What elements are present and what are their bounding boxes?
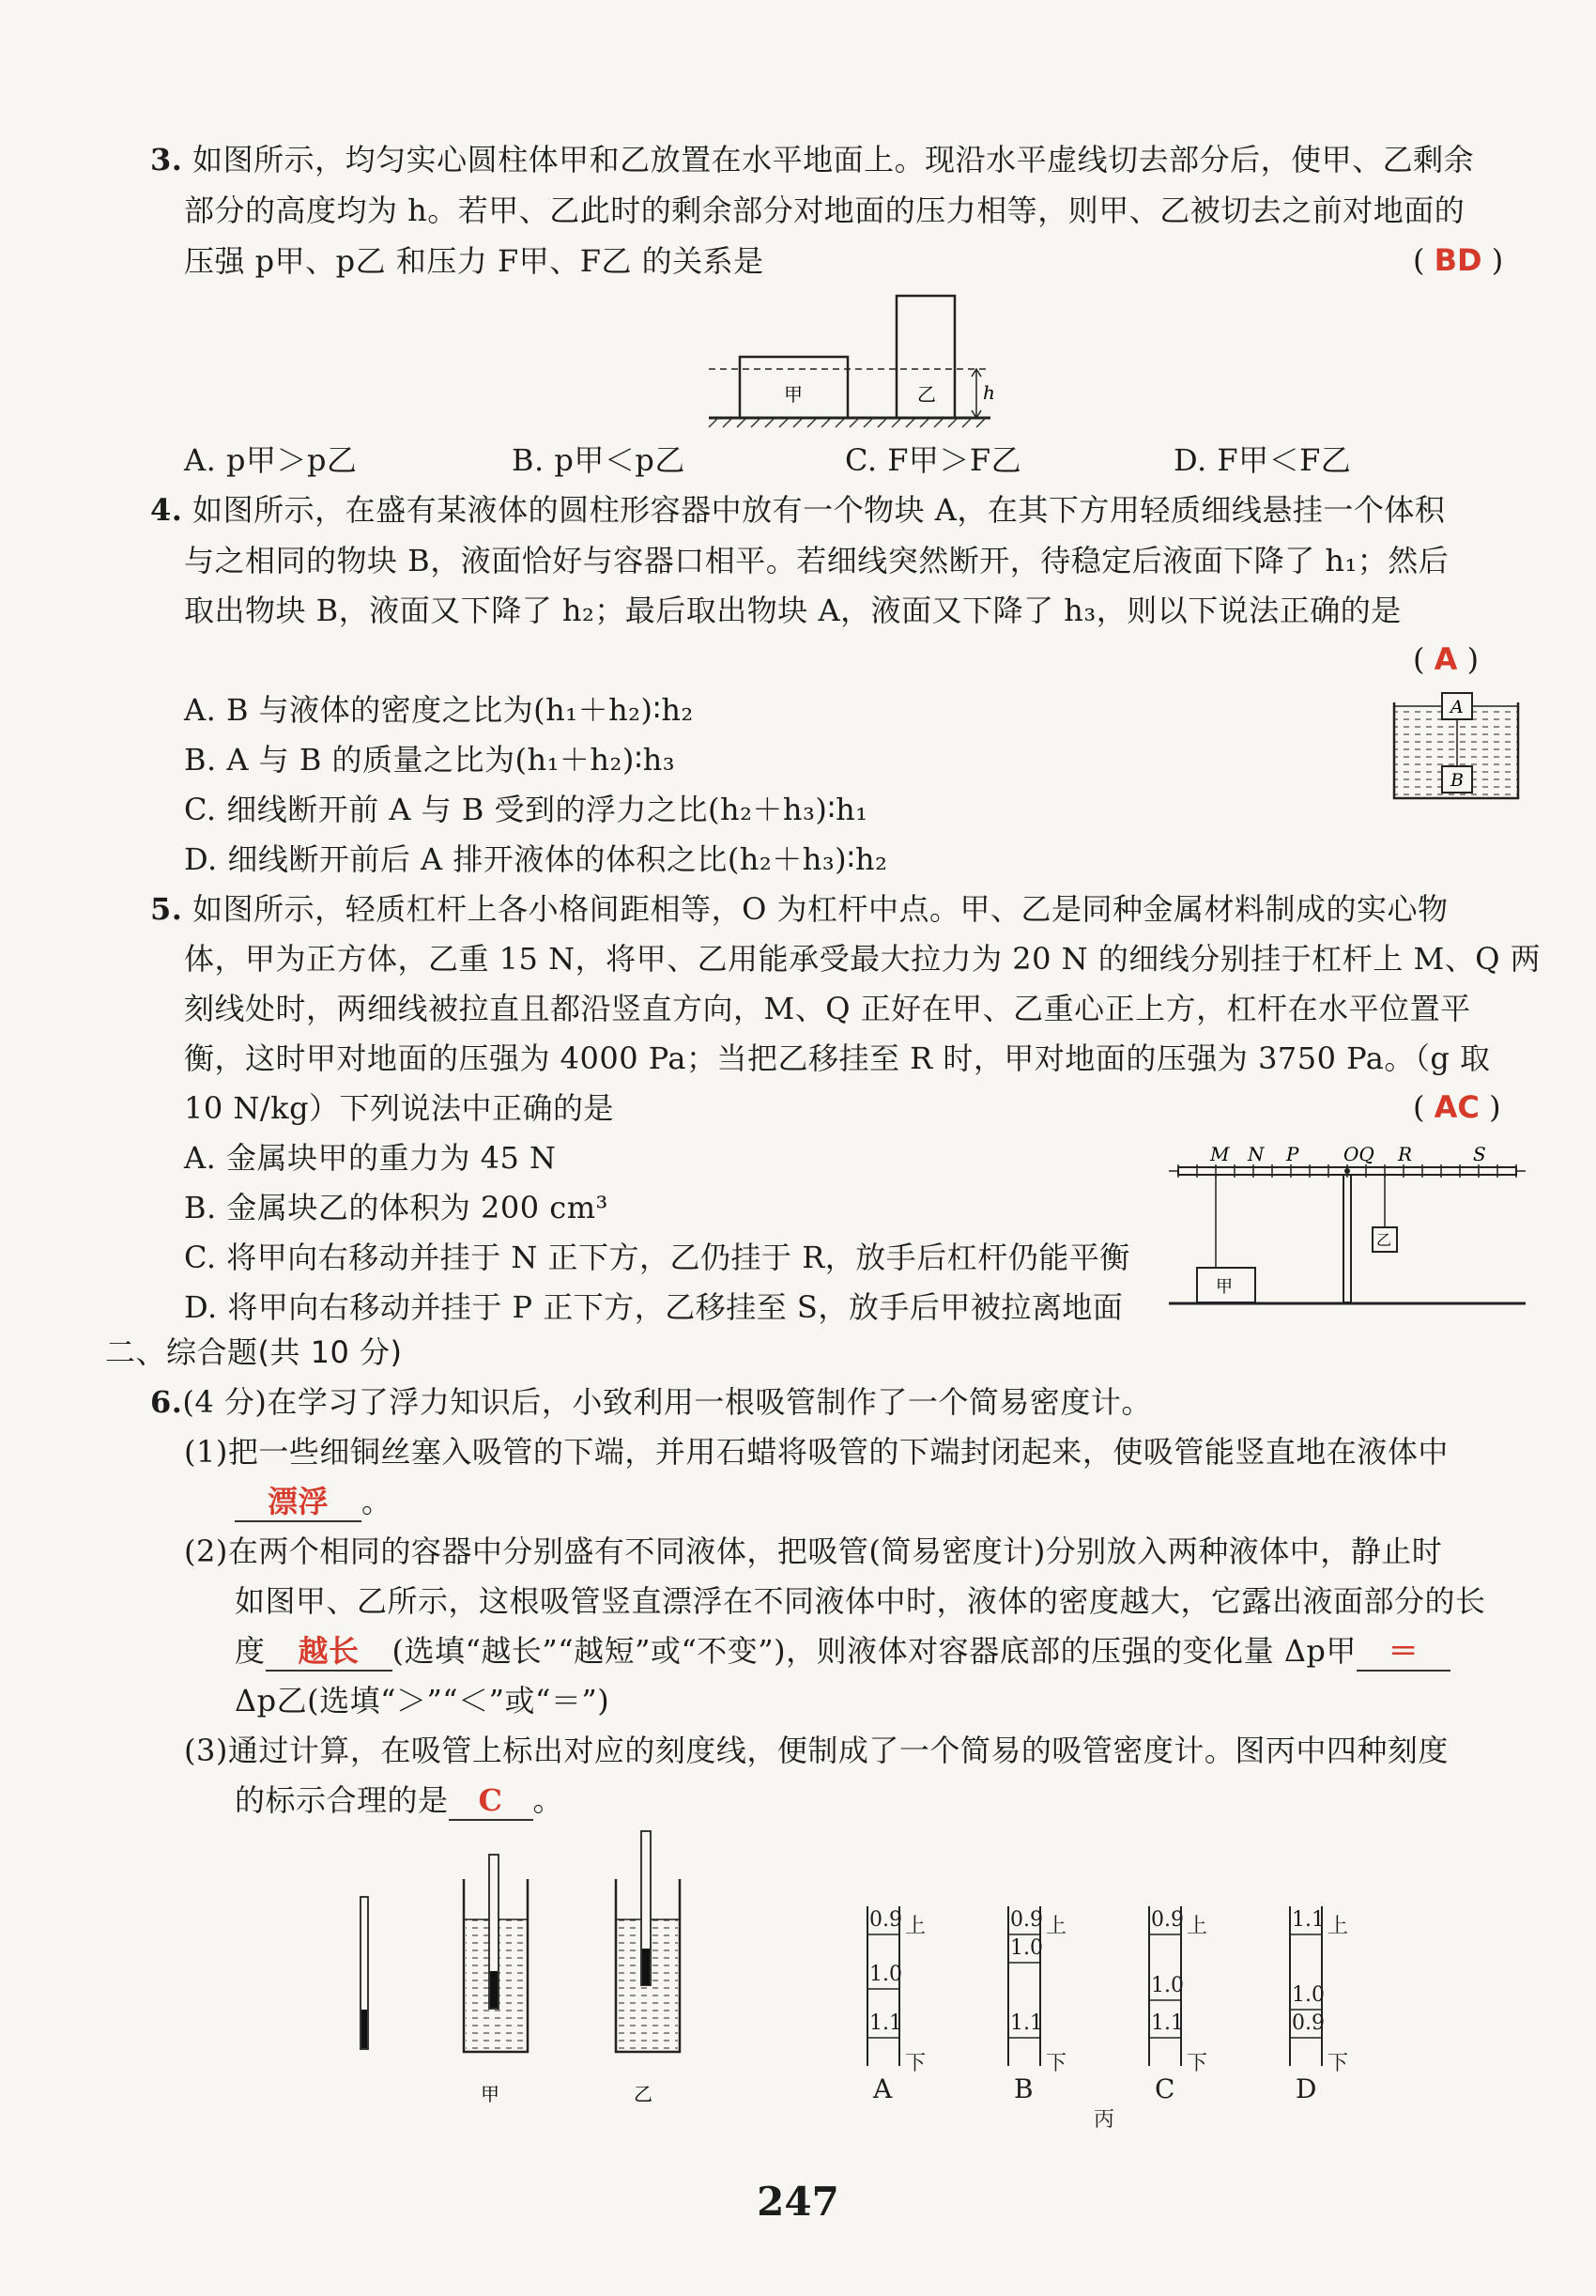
q3-number: 3. [150,142,183,177]
q3-text1: 如图所示，均匀实心圆柱体甲和乙放置在水平地面上。现沿水平虚线切去部分后，使甲、乙剩余 [192,142,1475,177]
q5-option-d: D. 将甲向右移动并挂于 P 正下方，乙移挂至 S，放手后甲被拉离地面 [184,1289,1124,1325]
q6-scale-d-mid: 1.0 [1292,1983,1325,2007]
q6-scale-a-up: 上 [905,1915,927,1938]
q6-scale-b-top: 0.9 [1010,1908,1043,1932]
q6-scale-c-mid: 1.0 [1151,1974,1184,1997]
q5-line3: 刻线处时，两细线被拉直且都沿竖直方向，M、Q 正好在甲、乙重心正上方，杠杆在水平位置平 [184,991,1471,1026]
q5-answer-bracket: ( AC ) [1413,1089,1501,1125]
q6-p2-line1: (2)在两个相同的容器中分别盛有不同液体，把吸管(简易密度计)分别放入两种液体中，静止时 [184,1533,1443,1569]
q5-label-n: N [1248,1143,1265,1165]
q5-label-jia: 甲 [1216,1277,1233,1297]
q5-number: 5. [150,891,183,927]
q6-p2-line2: 如图甲、乙所示，这根吸管竖直漂浮在不同液体中时，液体的密度越大，它露出液面部分的长 [235,1583,1486,1619]
q3-label-h: h [983,381,995,404]
q6-scale-b-bot: 1.1 [1010,2011,1043,2035]
q4-answer-bracket: ( A ) [1413,641,1480,677]
q5-line1 [150,890,1449,928]
q6-intro-text: (4 分)在学习了浮力知识后，小致利用一根吸管制作了一个简易密度计。 [182,1384,1152,1420]
q4-label-b: B [1450,770,1464,791]
q6-label-jia: 甲 [481,2083,499,2105]
q6-scale-b-down: 下 [1046,2052,1067,2075]
q6-p2-answer1: 越长 [266,1632,392,1672]
q6-weight-yi [642,1949,650,1985]
q6-p1-answer: 漂浮 [235,1483,361,1522]
q5-pivot [1344,1168,1350,1174]
q3-line1 [150,141,1474,178]
q5-label-m: M [1210,1143,1230,1165]
q5-label-yi: 乙 [1376,1231,1392,1249]
q6-straw-weight [361,2010,367,2048]
q5-figure [1169,1138,1526,1307]
q6-p2-line4: Δp乙(选填“＞”“＜”或“＝”) [235,1683,610,1718]
q6-scale-d-down: 下 [1327,2052,1349,2075]
q5-option-c: C. 将甲向右移动并挂于 N 正下方，乙仍挂于 R，放手后杠杆仍能平衡 [184,1240,1130,1275]
q6-p2-mid: (选填“越长”“越短”或“不变”)，则液体对容器底部的压强的变化量 Δp甲 [391,1633,1357,1669]
q6-p3-answer: C [449,1781,533,1821]
q4-option-a: A. B 与液体的密度之比为(h₁＋h₂)∶h₂ [184,692,694,728]
q5-label-s: S [1473,1143,1486,1165]
q3-option-b: B. p甲＜p乙 [512,442,685,478]
q3-option-c: C. F甲＞F乙 [845,442,1022,478]
q6-p2-answer2: ＝ [1357,1632,1450,1672]
q6-scale-c-down: 下 [1187,2052,1208,2075]
q5-text1: 如图所示，轻质杠杆上各小格间距相等，O 为杠杆中点。甲、乙是同种金属材料制成的实心物 [192,891,1449,927]
q3-answer: BD [1434,242,1482,278]
q6-figure-jia-yi [347,1826,723,2127]
q6-p1-end: 。 [361,1484,392,1519]
q5-label-p: P [1286,1143,1299,1165]
q4-option-c: C. 细线断开前 A 与 B 受到的浮力之比(h₂＋h₃)∶h₁ [184,792,868,827]
q6-scale-d-bot: 0.9 [1292,2011,1325,2035]
q3-option-a: A. p甲＞p乙 [184,442,358,478]
q5-label-oq: OQ [1343,1143,1374,1165]
q4-option-b: B. A 与 B 的质量之比为(h₁＋h₂)∶h₃ [184,742,676,778]
q6-scale-a-down: 下 [905,2052,927,2075]
q5-answer: AC [1434,1089,1480,1125]
q4-label-a: A [1450,697,1464,717]
q5-support [1343,1175,1351,1302]
q6-p2-pre: 度 [235,1633,266,1669]
q6-p2-line3 [235,1632,1450,1672]
q4-number: 4. [150,492,183,528]
q3-figure [709,286,1028,437]
q6-scale-c-top: 0.9 [1151,1908,1184,1932]
q5-line5: 10 N/kg）下列说法中正确的是 [184,1090,615,1126]
q6-scale-b-up: 上 [1046,1915,1067,1938]
section2-title: 二、综合题(共 10 分) [105,1334,403,1370]
q6-label-bing: 丙 [1094,2108,1115,2132]
q5-option-a: A. 金属块甲的重力为 45 N [184,1140,557,1176]
q6-scale-a-bot: 1.1 [869,2011,902,2035]
q3-line3: 压强 p甲、p乙 和压力 F甲、F乙 的关系是 [184,243,764,279]
q6-p3-line2 [235,1781,563,1821]
q4-option-d: D. 细线断开前后 A 排开液体的体积之比(h₂＋h₃)∶h₂ [184,841,888,877]
q6-p3-end: 。 [532,1782,564,1818]
q6-scale-d-top: 1.1 [1292,1908,1325,1932]
q4-answer: A [1434,641,1458,677]
q3-label-jia: 甲 [784,383,803,406]
q4-text1: 如图所示，在盛有某液体的圆柱形容器中放有一个物块 A，在其下方用轻质细线悬挂一个体积 [192,492,1446,528]
q6-scale-c-bot: 1.1 [1151,2011,1184,2035]
q4-line1 [150,491,1445,529]
q6-intro [150,1383,1152,1421]
q6-p3-line1: (3)通过计算，在吸管上标出对应的刻度线，便制成了一个简易的吸管密度计。图丙中四种刻度 [184,1733,1449,1768]
q6-scale-c-letter: C [1155,2073,1175,2104]
q3-label-yi: 乙 [917,383,936,406]
q6-weight-jia [490,1971,498,2008]
q6-scale-b-mid: 1.0 [1010,1936,1043,1960]
q5-line2: 体，甲为正方体，乙重 15 N，将甲、乙用能承受最大拉力为 20 N 的细线分别挂于杠杆上 M、Q 两 [184,941,1542,977]
q4-figure [1391,686,1523,803]
page-number: 247 [757,2179,839,2225]
q6-scale-d-up: 上 [1327,1915,1349,1938]
q6-p3-pre: 的标示合理的是 [235,1782,449,1818]
q6-number: 6. [150,1384,183,1420]
q3-line2: 部分的高度均为 h。若甲、乙此时的剩余部分对地面的压力相等，则甲、乙被切去之前对地面的 [184,193,1466,228]
q6-figure-bing [859,1906,1385,2132]
q4-line2: 与之相同的物块 B，液面恰好与容器口相平。若细线突然断开，待稳定后液面下降了 h₁；然后 [184,543,1450,578]
q3-option-d: D. F甲＜F乙 [1174,442,1352,478]
q6-scale-d-letter: D [1296,2073,1317,2104]
q6-scale-c-up: 上 [1187,1915,1208,1938]
q6-p1-line1: (1)把一些细铜丝塞入吸管的下端，并用石蜡将吸管的下端封闭起来，使吸管能竖直地在液体中 [184,1434,1449,1470]
q4-line3: 取出物块 B，液面又下降了 h₂；最后取出物块 A，液面又下降了 h₃，则以下说法正确的是 [184,593,1402,628]
q5-option-b: B. 金属块乙的体积为 200 cm³ [184,1190,608,1225]
q5-line4: 衡，这时甲对地面的压强为 4000 Pa；当把乙移挂至 R 时，甲对地面的压强为 3750 Pa。（g 取 [184,1040,1491,1076]
q3-answer-bracket: ( BD ) [1413,242,1504,278]
q6-label-yi: 乙 [634,2083,652,2105]
q6-scale-b-letter: B [1014,2073,1034,2104]
q5-label-r: R [1398,1143,1413,1165]
q6-scale-a-mid: 1.0 [869,1963,902,1986]
q6-p1-line2 [235,1483,392,1522]
q6-scale-a-top: 0.9 [869,1908,902,1932]
q6-scale-a-letter: A [873,2073,893,2104]
